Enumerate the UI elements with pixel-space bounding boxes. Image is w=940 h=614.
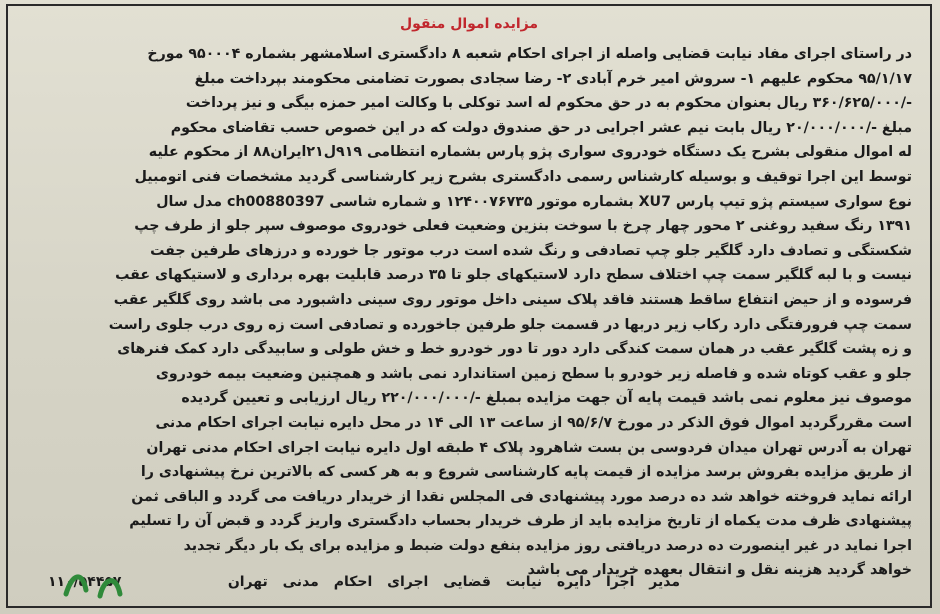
notice-line: تهران به آدرس تهران میدان فردوسی بن بست شاهرود پلاک ۴ طبقه اول دایره نیابت اجرای احکام مدنی تهران <box>146 439 912 456</box>
notice-line: توسط این اجرا توقیف و بوسیله کارشناس رسمی دادگستری بشرح زیر کارشناسی گردید مشخصات فنی اتومبیل <box>134 168 912 185</box>
notice-line: ۱۳۹۱ رنگ سفید روغنی ۲ محور چهار چرخ با سوخت بنزین وضعیت فعلی خودروی موصوف سپر جلو از طرف چپ <box>134 218 912 235</box>
notice-title: مزایده اموال منقول <box>399 16 539 32</box>
notice-line: ۹۵/۱/۱۷ محکوم علیهم ۱- سروش امیر خرم آبادی ۲- رضا سجادی بصورت تضامنی محکومند بپرداخت مبلغ <box>194 70 912 87</box>
notice-line: ارائه نماید فروخته خواهد شد ده درصد مورد پیشنهادی فی المجلس نقدا از خریدار دریافت می گردد و الباقی ثمن <box>131 488 912 505</box>
green-ink-mark <box>60 560 180 600</box>
notice-line: موصوف نیز معلوم نمی باشد قیمت پایه آن جهت مزایده بمبلغ -/۲۲۰/۰۰۰/۰۰۰ ریال ارزیابی و تعیین گردیده <box>181 390 912 407</box>
notice-body <box>30 42 912 583</box>
notice-line: پیشنهادی ظرف مدت یکماه از تاریخ مزایده باید از طرف خریدار بحساب دادگستری واریز گردد و قبض آن را تسلیم <box>129 513 912 530</box>
notice-line: است مقررگردید اموال فوق الذکر در مورخ ۹۵/۶/۷ از ساعت ۱۳ الی ۱۴ در محل دایره نیابت اجرای احکام مدنی <box>155 414 912 431</box>
notice-line: از طریق مزایده بفروش برسد مزایده از قیمت پایه کارشناسی شروع و به هر کسی که بالاترین نرخ پیشنهادی را <box>140 464 912 481</box>
notice-line: اجرا نماید در غیر اینصورت ده درصد دریافتی روز مزایده بنفع دولت ضبط و مزایده برای یک بار دیگر تجدید <box>183 537 912 554</box>
notice-line: نوع سواری سیستم پژو تیپ پارس XU7 بشماره موتور ۱۲۴۰۰۷۶۷۳۵ و شماره شاسی ch00880397 مدل سال <box>156 193 912 210</box>
notice-line: سمت چپ فرورفتگی دارد رکاب زیر دربها در قسمت جلو طرفین جاخورده و تصادفی است زه روی درب جلوی راست <box>108 316 912 333</box>
notice-line: فرسوده و از حیض انتفاع ساقط هستند فاقد پلاک سینی داخل موتور روی سینی داشبورد می باشد روی گلگیر عقب <box>113 291 912 308</box>
notice-code: ۱۱۰/۵۴۴۵۷ <box>48 574 122 590</box>
notice-line: در راستای اجرای مفاد نیابت قضایی واصله از اجرای احکام شعبه ۸ دادگستری اسلامشهر بشماره ۹۵۰۰۰۴ مورخ <box>147 46 912 62</box>
signer-title: مدیر اجرا دایره نیابت قضایی اجرای احکام مدنی تهران <box>227 574 680 590</box>
notice-line: خواهد گردید هزینه نقل و انتقال بعهده خریدار می باشد <box>527 562 912 579</box>
notice-line: و زه پشت گلگیر عقب در همان سمت کندگی دارد دور تا دور خودرو خط و خش طولی و سابیدگی دارد کمک فنرهای <box>117 341 912 358</box>
notice-line: نیست و با لبه گلگیر سمت چپ اختلاف سطح دارد لاستیکهای جلو تا ۳۵ درصد قابلیت بهره برداری و لاستیکهای عقب <box>115 267 912 284</box>
auction-notice-box <box>6 4 932 608</box>
notice-line: له اموال منقولی بشرح یک دستگاه خودروی سواری پژو پارس بشماره انتظامی ۹۱۹ل۲۱ایران۸۸ از محکوم علیه <box>148 144 912 161</box>
notice-line: -/۳۶۰/۶۲۵/۰۰۰ ریال بعنوان محکوم به در حق محکوم له اسد توکلی با وکالت امیر حمزه بیگی و نیز پرداخت <box>185 95 912 112</box>
notice-line: شکستگی و تصادف دارد گلگیر جلو چپ تصادفی و رنگ شده است درب موتور جا خورده و درزهای طرفین جفت <box>150 242 912 259</box>
notice-line: مبلغ -/۲۰/۰۰۰/۰۰۰ ریال بابت نیم عشر اجرایی در حق صندوق دولت که در این خصوص حسب تقاضای محکوم <box>170 119 912 136</box>
notice-line: جلو و عقب کوتاه شده و فاصله زیر خودرو با سطح زمین استاندارد نمی باشد و همچنین وضعیت بیمه خودروی <box>155 365 912 382</box>
